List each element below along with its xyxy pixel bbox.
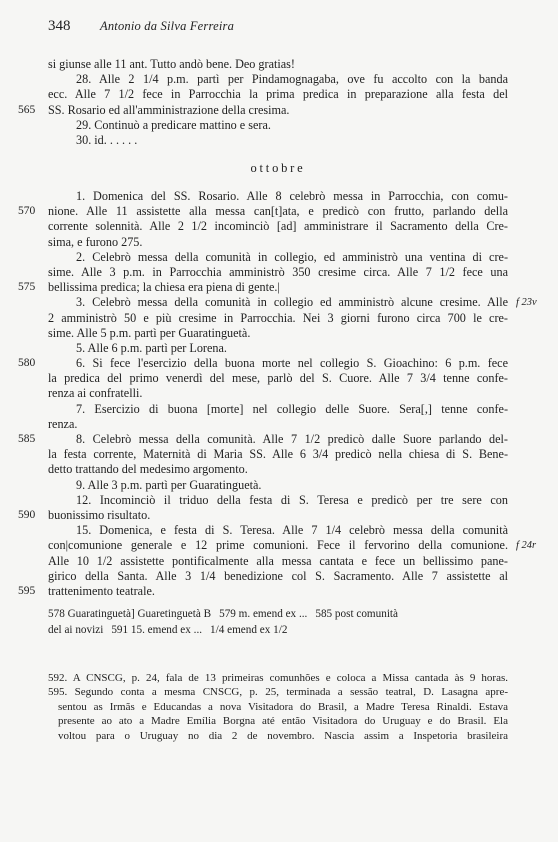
footnote-line: presente ao ato a Madre Emília Borgna até então Visitadora do Uruguay e do Brasil. Ela (58, 715, 508, 728)
line-text: sime. Alle 3 p.m. in Parrocchia amministrò 350 cresime circa. Alle 7 1/2 fece una (48, 264, 508, 279)
text-line (48, 462, 508, 477)
text-line (48, 493, 508, 508)
line-text: trattenimento teatrale. (48, 583, 155, 598)
text-line (18, 356, 508, 371)
text-line (48, 386, 508, 401)
line-number: 565 (18, 103, 36, 116)
apparatus-entry: 578 Guaratinguetà] Guaretinguetà B (48, 608, 212, 620)
line-text: nione. Alle 11 assistette alla messa can[t]ata, e predicò con frutto, parlando della (48, 204, 508, 219)
text-line (48, 554, 508, 569)
line-text: 5. Alle 6 p.m. partì per Lorena. (76, 340, 227, 355)
line-text: buonissimo risultato. (48, 507, 151, 522)
line-text: Alle 10 1/2 assistette pontificalmente alla messa cantata e fece un bellissimo pane- (48, 553, 508, 568)
line-text: SS. Rosario ed all'amministrazione della cresima. (48, 102, 290, 117)
text-line (48, 72, 508, 87)
apparatus-entry: 591 15. emend ex ... (111, 624, 203, 636)
page-header (0, 18, 558, 38)
line-text: sime. Alle 5 p.m. partì per Guaratinguetà. (48, 325, 251, 340)
text-line (48, 118, 508, 133)
apparatus-entry: del ai novizi (48, 624, 104, 636)
text-line (18, 102, 508, 118)
line-text: 1. Domenica del SS. Rosario. Alle 8 celebrò messa in Parrocchia, con comu- (76, 189, 508, 203)
line-text: 7. Esercizio di buona [morte] nel collegio delle Suore. Sera[,] tenne confe- (76, 401, 508, 416)
line-text: 2 amministrò 50 e più cresime in Parrocchia. Nei 3 giorni furono circa 700 le cre- (48, 310, 508, 325)
line-number: 575 (18, 281, 36, 294)
folio-marker: f 24r (516, 540, 537, 552)
line-text: renza ai confratelli. (48, 386, 143, 401)
line-text: si giunse alle 11 ant. Tutto andò bene. Deo gratias! (48, 57, 295, 71)
line-text: 9. Alle 3 p.m. partì per Guaratinguetà. (76, 477, 262, 492)
text-line (48, 250, 508, 265)
text-line (48, 189, 508, 204)
apparatus-entry: 585 post comunità (315, 608, 398, 620)
line-text: la predica del primo venerdì del mese, parlò del S. Cuore. Alle 7 3/4 tenne confe- (48, 371, 508, 386)
footnote-line: 592. A CNSCG, p. 24, fala de 13 primeiras comunhões e coloca a Missa cantada às 9 horas. (48, 672, 508, 684)
line-text: 8. Celebrò messa della comunità. Alle 7 1/2 predicò dalle Suore parlando del- (76, 432, 508, 446)
apparatus-line (48, 606, 508, 622)
text-line (48, 371, 508, 386)
line-text: 29. Continuò a predicare mattino e sera. (76, 117, 271, 132)
text-line (48, 447, 508, 462)
page-number: 348 (48, 18, 71, 34)
line-text: detto trattando del medesimo argomento. (48, 462, 248, 477)
line-text: renza. (48, 416, 78, 431)
footnote-line: voltou para o Uruguay no dia 2 de novembro. Nascia assim a Inspetoria brasileira (58, 729, 508, 742)
line-number: 570 (18, 205, 36, 218)
footnote-line: 595. Segundo conta a mesma CNSCG, p. 25, terminada a sessão teatral, D. Lasagna apre- (48, 686, 508, 699)
text-block-september (18, 57, 508, 148)
text-line (48, 265, 508, 280)
line-text: sima, e furono 275. (48, 234, 143, 249)
text-line (48, 478, 508, 493)
text-line (48, 57, 508, 72)
footnote-line: sentou as Irmãs e Educandas a nova Visitadora do Brasil, a Madre Teresa Rinaldi. Estava (58, 700, 508, 713)
apparatus-line (48, 622, 508, 638)
line-number: 590 (18, 508, 36, 521)
text-line (48, 87, 508, 102)
line-text: la festa corrente, Maternità di Maria SS. Alle 6 3/4 predicò nella chiesa di S. Bene- (48, 447, 508, 462)
running-title: Antonio da Silva Ferreira (100, 19, 235, 33)
apparatus-entry: 579 m. emend ex ... (219, 608, 308, 620)
critical-apparatus (48, 606, 508, 638)
line-text: girico della Santa. Alle 3 1/4 benedizione col S. Sacramento. Alle 7 assistette al (48, 568, 508, 583)
line-text: 3. Celebrò messa della comunità in collegio ed amministrò alcune cresime. Alle (76, 295, 508, 310)
line-text: con|comunione generale e 12 prime comunioni. Fece il fervorino della comunione. (48, 538, 508, 553)
apparatus-entry: 1/4 emend ex 1/2 (210, 624, 288, 636)
section-title: ottobre (250, 161, 306, 175)
text-line (18, 583, 508, 599)
line-text: 6. Si fece l'esercizio della buona morte nel collegio S. Gioachino: 6 p.m. fece (76, 356, 508, 371)
text-line (48, 295, 537, 310)
text-line (18, 204, 508, 219)
line-number: 580 (18, 357, 36, 370)
footnotes (48, 671, 508, 743)
text-line (48, 133, 508, 148)
line-text: bellissima predica; la chiesa era piena di gente.| (48, 280, 280, 295)
line-text: 15. Domenica, e festa di S. Teresa. Alle 7 1/4 celebrò messa della comunità (76, 523, 508, 538)
text-line (18, 280, 508, 295)
folio-marker: f 23v (516, 297, 537, 309)
text-line (48, 538, 537, 553)
text-line (48, 523, 508, 538)
text-block-october (18, 189, 537, 599)
line-number: 595 (18, 584, 36, 597)
line-text: 12. Incominciò il triduo della festa di S. Teresa e predicò per tre sere con (76, 492, 508, 507)
line-text: 30. id. . . . . . (76, 132, 138, 147)
text-line (48, 235, 508, 250)
text-line (18, 432, 508, 447)
text-line (48, 402, 508, 417)
text-line (48, 417, 508, 432)
line-text: ecc. Alle 7 1/2 fece in Parrocchia la prima predica in preparazione alla festa del (48, 87, 508, 102)
line-text: 28. Alle 2 1/4 p.m. partì per Pindamognagaba, ove fu accolto con la banda (76, 72, 508, 87)
text-line (48, 219, 508, 234)
text-line (48, 569, 508, 584)
text-line (48, 311, 508, 326)
text-line (48, 341, 508, 356)
line-text: corrente solennità. Alle 2 1/2 incominciò [ad] amministrare il Sacramento della Cre- (48, 219, 508, 234)
line-number: 585 (18, 433, 36, 445)
text-line (48, 326, 508, 341)
line-text: 2. Celebrò messa della comunità in collegio, ed amministrò una ventina di cre- (76, 249, 508, 264)
text-line (18, 507, 508, 523)
